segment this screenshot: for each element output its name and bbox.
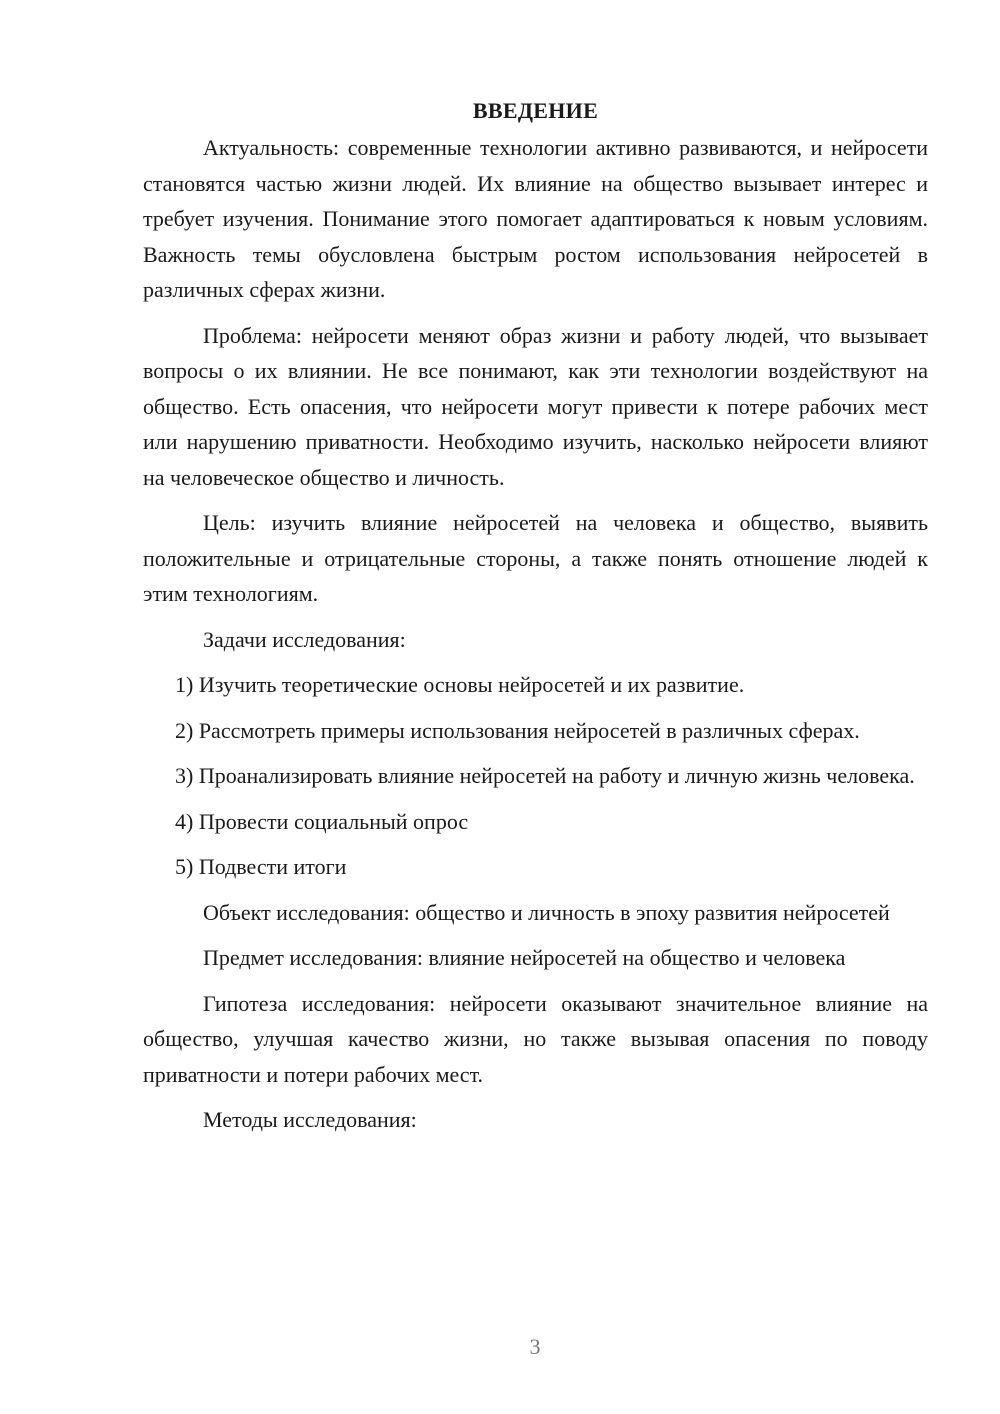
paragraph-relevance: Актуальность: современные технологии активно развиваются, и нейросети становятся частью жизни людей. Их влияние на общество вызывает интерес и требует изучения. Понимание этого помогает адаптироваться к новым условиям. Важность темы обусловлена быстрым ростом использования нейросетей в различных сферах жизни. (143, 135, 928, 302)
paragraph-goal: Цель: изучить влияние нейросетей на человека и общество, выявить положительные и отрицательные стороны, а также понять отношение людей к этим технологиям. (143, 510, 928, 606)
paragraph-object: Объект исследования: общество и личность в эпоху развития нейросетей (203, 899, 890, 925)
list-item-task-5: 5) Подвести итоги (175, 854, 347, 879)
paragraph-problem: Проблема: нейросети меняют образ жизни и работу людей, что вызывает вопросы о их влиянии. Не все понимают, как эти технологии воздействуют на общество. Есть опасения, что нейросети могут привести к потере рабочих мест или нарушению приватности. Необходимо изучить, насколько нейросети влияют на человеческое общество и личность. (143, 322, 928, 490)
section-title: ВВЕДЕНИЕ (472, 98, 599, 123)
paragraph-tasks-heading: Задачи исследования: (203, 626, 406, 652)
paragraph-subject: Предмет исследования: влияние нейросетей на общество и человека (203, 945, 846, 970)
document-page (143, 96, 928, 1148)
paragraph-methods: Методы исследования: (203, 1107, 417, 1132)
list-item-task-2: 2) Рассмотреть примеры использования нейросетей в различных сферах. (175, 717, 860, 743)
paragraph-hypothesis: Гипотеза исследования: нейросети оказывают значительное влияние на общество, улучшая качество жизни, но также вызывая опасения по поводу приватности и потери рабочих мест. (143, 990, 928, 1087)
list-item-task-4: 4) Провести социальный опрос (175, 808, 469, 834)
list-item-task-3: 3) Проанализировать влияние нейросетей на работу и личную жизнь человека. (175, 763, 915, 788)
page-number: 3 (529, 1334, 541, 1359)
list-item-task-1: 1) Изучить теоретические основы нейросетей и их развитие. (175, 672, 745, 697)
